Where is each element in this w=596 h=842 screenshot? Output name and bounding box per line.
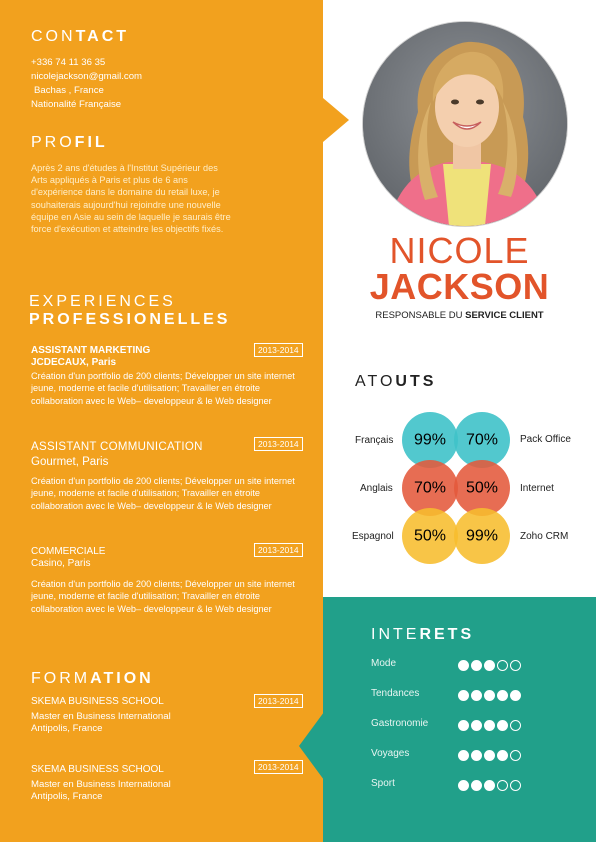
skill-label-zoho-crm: Zoho CRM [520,531,569,542]
rating-dot-empty [510,780,521,791]
rating-dot-filled [484,720,495,731]
contact-heading [31,28,129,46]
experience-3-description: Création d'un portfolio de 200 clients; Développer un site internet jeune, moderne et facile d'utilisation; Travailler en étroite collaboration avec le Web– developpeur & le Web designer [31,579,295,614]
skill-value-zoho-crm: 99% [465,527,499,545]
formation-1-degree: Master en Business International [31,711,171,722]
interet-label: Tendances [371,688,420,699]
skill-bubble-internet [454,460,510,516]
skill-value-pack-office: 70% [465,431,499,449]
experience-2-company: Gourmet, Paris [31,456,109,468]
left-column-pointer [323,98,349,142]
atouts-bubbles [400,408,514,568]
rating-dot-filled [510,690,521,701]
formation-1-school: SKEMA BUSINESS SCHOOL [31,696,164,707]
rating-dot-filled [471,690,482,701]
formation-2-degree: Master en Business International [31,779,171,790]
rating-dot-filled [484,690,495,701]
atouts-heading [355,373,436,391]
interets-heading-light: INTE [371,626,420,643]
interet-rating [458,720,521,731]
rating-dot-filled [458,720,469,731]
rating-dot-empty [497,660,508,671]
interets-heading-bold: RETS [419,626,475,643]
contact-heading-bold: TACT [75,28,130,45]
interet-label: Gastronomie [371,718,429,729]
formation-heading-light: FORM [31,670,91,687]
atouts-heading-bold: UTS [395,373,437,390]
rating-dot-filled [484,780,495,791]
skill-label-pack-office: Pack Office [520,434,571,445]
job-role-bold: SERVICE CLIENT [465,310,544,321]
job-role-light: RESPONSABLE DU [375,310,466,321]
experience-2-date: 2013-2014 [254,437,303,451]
experience-3-title: COMMERCIALE [31,546,106,557]
skill-label-anglais: Anglais [360,483,393,494]
profil-heading-bold: FIL [74,134,108,151]
last-name: JACKSON [369,266,550,307]
rating-dot-filled [484,750,495,761]
experience-3-date: 2013-2014 [254,543,303,557]
formation-2-place: Antipolis, France [31,791,103,802]
experiences-heading-line2: PROFESSIONELLES [29,311,231,328]
skill-label-francais: Français [355,435,394,446]
formation-heading [31,670,154,688]
skill-bubble-anglais [402,460,458,516]
experience-1-title: ASSISTANT MARKETING [31,345,151,356]
formation-1-date: 2013-2014 [254,694,303,708]
rating-dot-filled [471,660,482,671]
experience-1-description: Création d'un portfolio de 200 clients; Développer un site internet jeune, moderne et facile d'utilisation; Travailler en étroite collaboration avec le Web– developpeur & le Web designer [31,371,295,406]
skill-value-internet: 50% [465,479,499,497]
skill-bubble-pack-office [454,412,510,468]
contact-phone: +336 74 11 36 35 [31,57,106,68]
interet-label: Voyages [371,748,410,759]
contact-heading-light: CON [31,28,76,45]
experiences-heading [29,293,230,329]
contact-nationality: Nationalité Française [31,99,122,110]
skill-bubble-zoho-crm [454,508,510,564]
profil-heading [31,134,108,152]
rating-dot-filled [458,780,469,791]
experience-1-company: JCDECAUX, Paris [31,357,117,368]
portrait-illustration [363,22,567,226]
formation-heading-bold: ATION [90,670,154,687]
skill-value-francais: 99% [413,431,447,449]
experiences-heading-line1: EXPERIENCES [29,293,176,310]
interets-panel-pointer [299,712,324,780]
rating-dot-empty [497,780,508,791]
rating-dot-filled [484,660,495,671]
contact-email: nicolejackson@gmail.com [31,71,143,82]
rating-dot-filled [471,720,482,731]
profil-text: Après 2 ans d'études à l'Institut Supérieur des Arts appliqués à Paris et plus de 6 ans d'expérience dans le domaine du retail luxe, je souhaiterais aujourd'hui rejoindre une nouvelle équipe en Asie au sein de laquelle je saurais être force d'exécution et atteindre les objectifs fixés. [31,163,231,235]
interet-rating [458,780,521,791]
experience-2-description: Création d'un portfolio de 200 clients; Développer un site internet jeune, moderne et facile d'utilisation; Travailler en étroite collaboration avec le Web– developpeur & le Web designer [31,476,295,511]
profil-heading-light: PRO [31,134,75,151]
first-name: NICOLE [389,230,530,271]
skill-bubble-espagnol [402,508,458,564]
job-role [323,310,596,321]
profile-photo [363,22,567,226]
interet-rating [458,690,521,701]
atouts-heading-light: ATO [355,373,396,390]
formation-2-school: SKEMA BUSINESS SCHOOL [31,764,164,775]
rating-dot-filled [458,660,469,671]
rating-dot-filled [471,780,482,791]
rating-dot-empty [510,750,521,761]
contact-address: Bachas , France [34,85,104,96]
rating-dot-filled [497,750,508,761]
rating-dot-filled [458,690,469,701]
skill-label-espagnol: Espagnol [352,531,394,542]
skill-value-anglais: 70% [413,479,447,497]
experience-1-date: 2013-2014 [254,343,303,357]
experience-3-company: Casino, Paris [31,558,91,569]
skill-value-espagnol: 50% [413,527,447,545]
interet-label: Sport [371,778,395,789]
rating-dot-empty [510,660,521,671]
skill-bubble-francais [402,412,458,468]
interet-rating [458,750,521,761]
skill-label-internet: Internet [520,483,554,494]
rating-dot-empty [510,720,521,731]
interet-label: Mode [371,658,397,669]
formation-1-place: Antipolis, France [31,723,103,734]
interets-heading [371,626,474,644]
experience-2-title: ASSISTANT COMMUNICATION [31,441,203,453]
rating-dot-filled [471,750,482,761]
rating-dot-filled [497,720,508,731]
rating-dot-filled [497,690,508,701]
formation-2-date: 2013-2014 [254,760,303,774]
rating-dot-filled [458,750,469,761]
interet-rating [458,660,521,671]
